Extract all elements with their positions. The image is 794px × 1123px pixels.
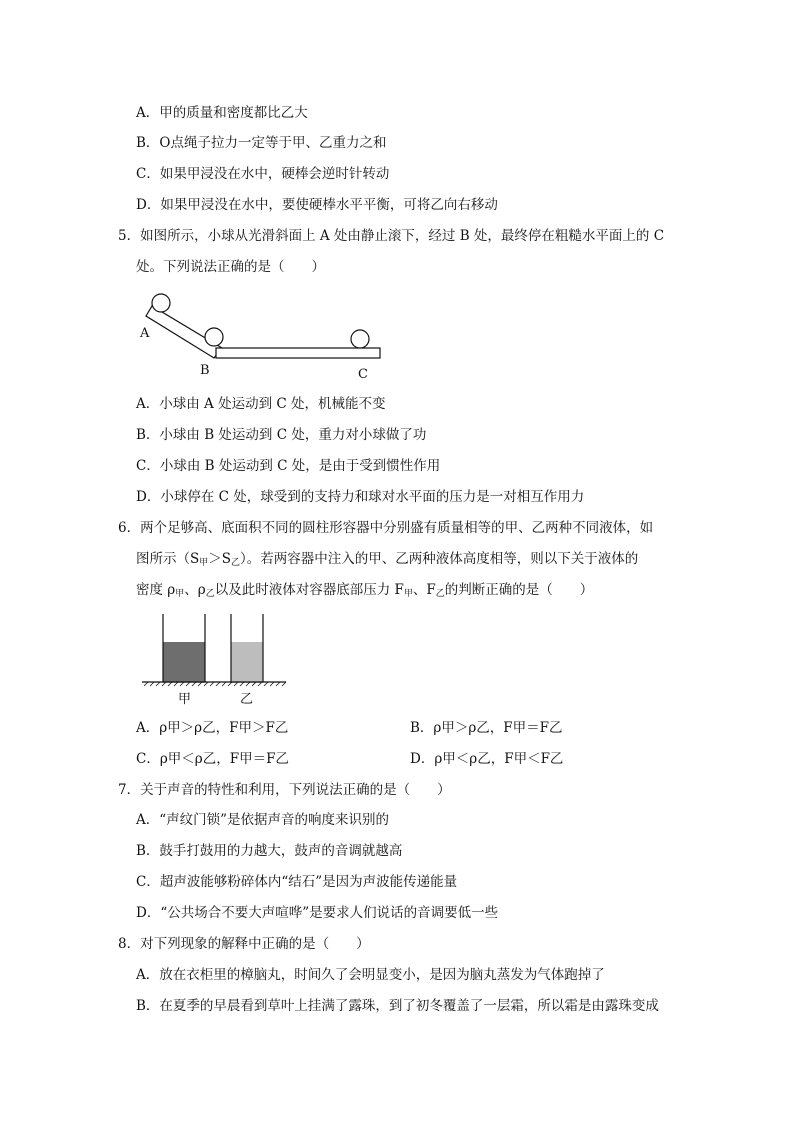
q8-stem: 8．对下列现象的解释中正确的是（ ） [118, 936, 370, 952]
q8-option-b: B．在夏季的早晨看到草叶上挂满了露珠，到了初冬覆盖了一层霜，所以霜是由露珠变成 [136, 998, 659, 1014]
q5-stem-line1: 5．如图所示，小球从光滑斜面上 A 处由静止滚下，经过 B 处，最终停在粗糙水平面上的 C [118, 228, 665, 244]
q5-option-d: D．小球停在 C 处，球受到的支持力和球对水平面的压力是一对相互作用力 [136, 489, 585, 505]
q7-option-d: D．“公共场合不要大声喧哗”是要求人们说话的音调要低一些 [136, 905, 499, 921]
q6-figure-containers [140, 612, 290, 708]
q5-stem-line2: 处。下列说法正确的是（ ） [136, 259, 325, 275]
q6-option-c: C．ρ甲＜ρ乙，F甲＝F乙 [136, 751, 289, 767]
q4-option-c: C．如果甲浸没在水中，硬棒会逆时针转动 [136, 166, 390, 182]
q5-option-a: A．小球由 A 处运动到 C 处，机械能不变 [136, 396, 386, 412]
q6-stem-line1: 6．两个足够高、底面积不同的圆柱形容器中分别盛有质量相等的甲、乙两种不同液体，如 [118, 520, 654, 536]
q7-option-b: B．鼓手打鼓用的力越大，鼓声的音调就越高 [136, 843, 403, 859]
label-jia: 甲 [178, 692, 192, 707]
q5-figure-incline [136, 292, 396, 384]
q6-option-d: D．ρ甲＜ρ乙，F甲＜F乙 [410, 751, 564, 767]
q6-stem-line3: 密度 $\rho_甲$、$\rho_乙$以及此时液体对容器底部压力 $F_甲$、$F_乙$的判断正确的是（ ） [136, 582, 594, 599]
q7-option-c: C．超声波能够粉碎体内“结石”是因为声波能传递能量 [136, 874, 458, 890]
q5-option-c: C．小球由 B 处运动到 C 处，是由于受到惯性作用 [136, 458, 441, 474]
q7-stem: 7．关于声音的特性和利用，下列说法正确的是（ ） [118, 782, 451, 798]
label-yi: 乙 [240, 692, 254, 707]
q8-option-a: A．放在衣柜里的樟脑丸，时间久了会明显变小，是因为脑丸蒸发为气体跑掉了 [136, 967, 605, 983]
q6-option-a: A．ρ甲＞ρ乙，F甲＞F乙 [136, 720, 289, 736]
ball-c [351, 330, 369, 348]
q7-option-a: A．“声纹门锁”是依据声音的响度来识别的 [136, 812, 390, 828]
q6-stem-line2: 图所示$(S_甲>S_乙)$。若两容器中注入的甲、乙两种液体高度相等，则以下关于液体的 [136, 551, 639, 568]
q5-option-b: B．小球由 B 处运动到 C 处，重力对小球做了功 [136, 427, 427, 443]
label-b: B [200, 363, 210, 378]
liquid-yi [231, 642, 263, 682]
q4-option-d: D．如果甲浸没在水中，要使硬棒水平平衡，可将乙向右移动 [136, 197, 498, 213]
label-c: C [358, 367, 368, 382]
q4-option-a: A．甲的质量和密度都比乙大 [136, 105, 308, 121]
ball-a [152, 294, 170, 312]
label-a: A [140, 326, 150, 341]
q4-option-b: B．O点绳子拉力一定等于甲、乙重力之和 [136, 135, 387, 151]
q6-option-b: B．ρ甲＞ρ乙，F甲＝F乙 [410, 720, 563, 736]
liquid-jia [163, 642, 205, 682]
ball-b [205, 328, 223, 346]
